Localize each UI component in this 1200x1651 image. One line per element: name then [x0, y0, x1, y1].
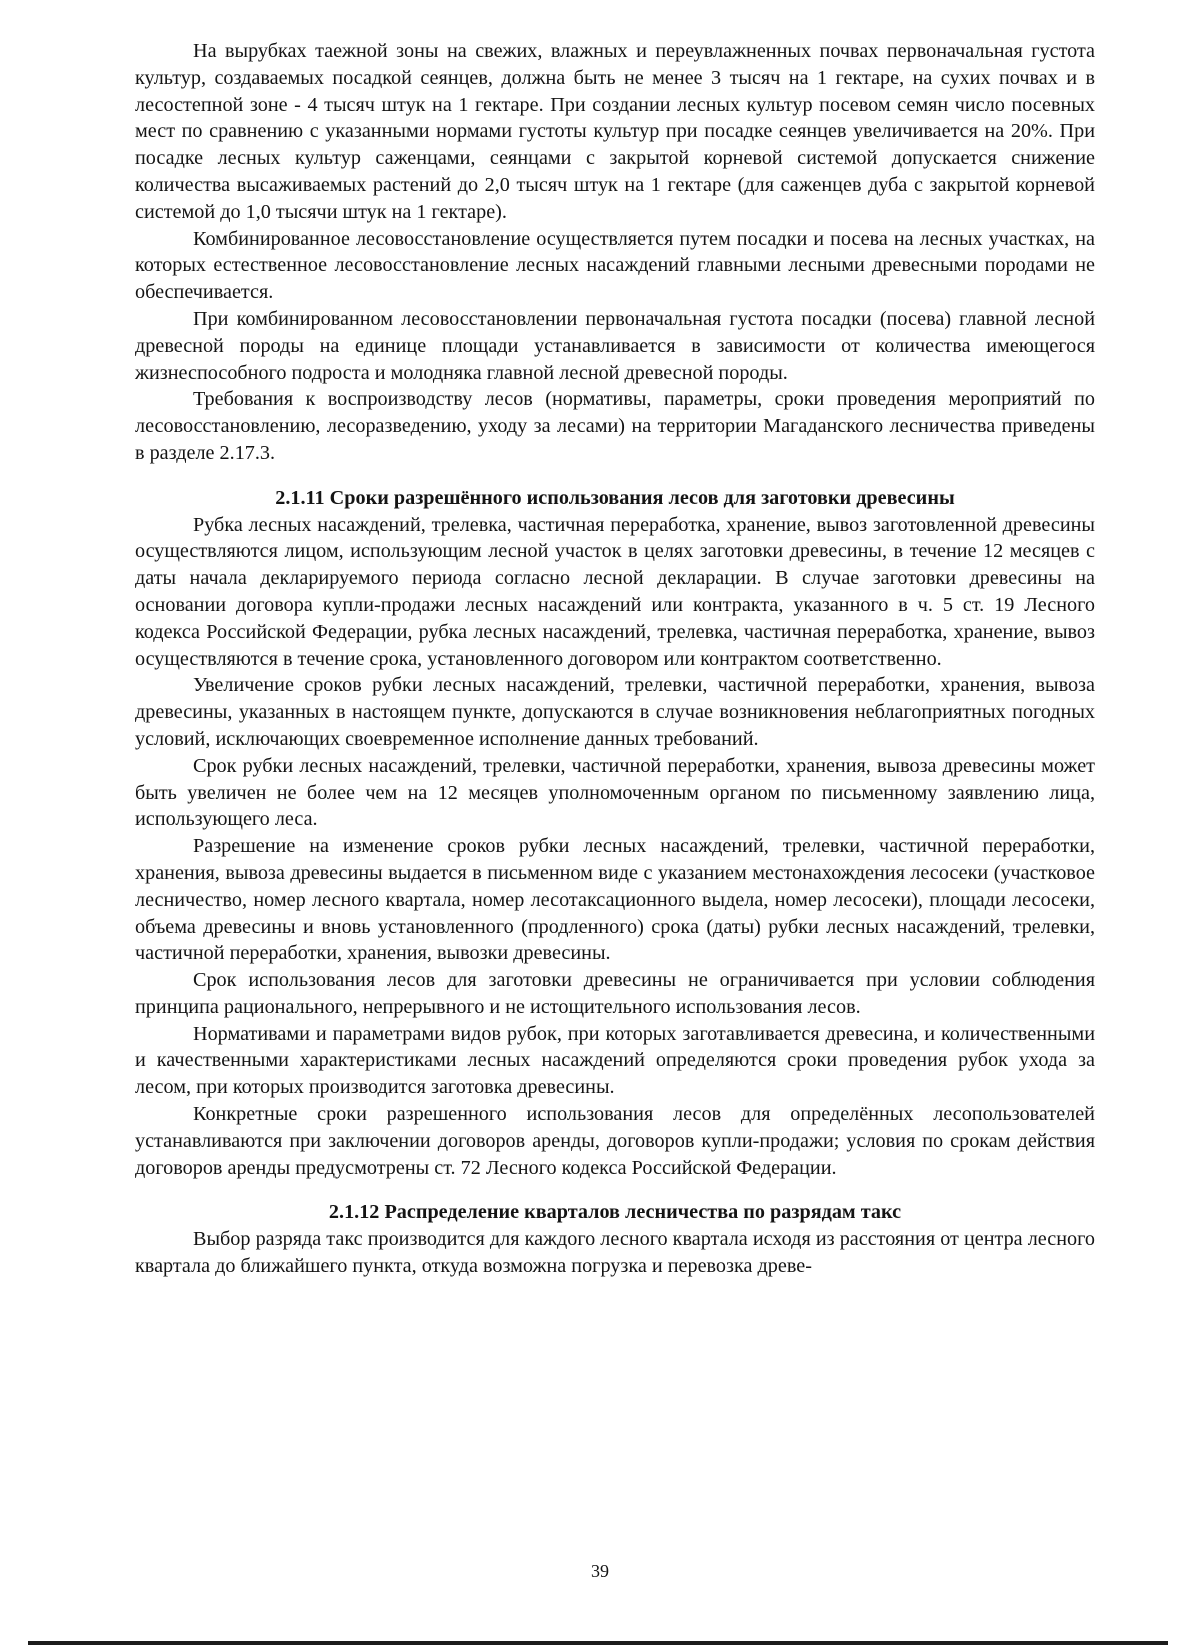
- section-heading-2-1-11: 2.1.11 Сроки разрешённого использования лесов для заготовки древесины: [275, 486, 955, 509]
- paragraph-unlimited-term: Срок использования лесов для заготовки древесины не ограничивается при условии соблюдения принципа рационального, непрерывного и не истощительного использования лесов.: [135, 969, 1095, 1018]
- document-page: [135, 38, 1095, 1488]
- paragraph-thinning-terms: Нормативами и параметрами видов рубок, при которых заготавливается древесина, и количественными и качественными характеристиками лесных насаждений определяются сроки проведения рубок ухода за лесом, при которых производится заготовка древесины.: [135, 1022, 1095, 1099]
- bottom-rule-divider: [28, 1641, 1168, 1645]
- paragraph-combined-density: При комбинированном лесовосстановлении первоначальная густота посадки (посева) главной лесной древесной породы на единице площади устанавливается в зависимости от количества имеющегося жизнеспособного подроста и молодняка главной лесной древесной породы.: [135, 307, 1095, 384]
- paragraph-extension-permit: Разрешение на изменение сроков рубки лесных насаждений, трелевки, частичной переработки, хранения, вывоза древесины выдается в письменном виде с указанием местонахождения лесосеки (участковое лесничество, номер лесного квартала, номер лесотаксационного выдела, номер лесосеки), площади лесосеки, объема древесины и вновь установленного (продленного) срока (даты) рубки лесных насаждений, трелевки, частичной переработки, хранения, вывозки древесины.: [135, 835, 1095, 965]
- page-number: 39: [591, 1561, 609, 1581]
- paragraph-combined-reforestation: Комбинированное лесовосстановление осуществляется путем посадки и посева на лесных участках, на которых естественное лесовосстановление лесных насаждений главными лесными древесными породами не обеспечивается.: [135, 227, 1095, 304]
- paragraph-reproduction-requirements: Требования к воспроизводству лесов (нормативы, параметры, сроки проведения мероприятий по лесовосстановлению, лесоразведению, уходу за лесами) на территории Магаданского лесничества приведены в разделе 2.17.3.: [135, 388, 1095, 464]
- section-heading-2-1-12: 2.1.12 Распределение кварталов лесничества по разрядам такс: [328, 1201, 902, 1224]
- paragraph-planting-density: На вырубках таежной зоны на свежих, влажных и переувлажненных почвах первоначальная густота культур, создаваемых посадкой сеянцев, должна быть не менее 3 тысяч на 1 гектаре, на сухих почвах и в лесостепной зоне - 4 тысяч штук на 1 гектаре. При создании лесных культур посевом семян число посевных мест по сравнению с указанными нормами густоты культур при посадке сеянцев увеличивается на 20%. При посадке лесных культур саженцами, сеянцами с закрытой корневой системой допускается снижение количества высаживаемых растений до 2,0 тысяч штук на 1 гектаре (для саженцев дуба с закрытой корневой системой до 1,0 тысячи штук на 1 гектаре).: [135, 40, 1095, 223]
- paragraph-extension-limit: Срок рубки лесных насаждений, трелевки, частичной переработки, хранения, вывоза древесины может быть увеличен не более чем на 12 месяцев уполномоченным органом по письменному заявлению лица, использующего леса.: [135, 754, 1095, 831]
- paragraph-specific-terms: Конкретные сроки разрешенного использования лесов для определённых лесопользователей устанавливаются при заключении договоров аренды, договоров купли-продажи; условия по срокам действия договоров аренды предусмотрены ст. 72 Лесного кодекса Российской Федерации.: [135, 1103, 1095, 1179]
- paragraph-logging-terms: Рубка лесных насаждений, трелевка, частичная переработка, хранение, вывоз заготовленной древесины осуществляются лицом, использующим лесной участок в целях заготовки древесины, в течение 12 месяцев с даты начала декларируемого периода согласно лесной декларации. В случае заготовки древесины на основании договора купли-продажи лесных насаждений или контракта, указанного в ч. 5 ст. 19 Лесного кодекса Российской Федерации, рубка лесных насаждений, трелевка, частичная переработка, хранение, вывоз осуществляются в течение срока, установленного договором или контрактом соответственно.: [135, 513, 1095, 670]
- paragraph-term-extension: Увеличение сроков рубки лесных насаждений, трелевки, частичной переработки, хранения, вывоза древесины, указанных в настоящем пункте, допускаются в случае возникновения неблагоприятных погодных условий, исключающих своевременное исполнение данных требований.: [135, 674, 1095, 750]
- paragraph-tax-rank: Выбор разряда такс производится для каждого лесного квартала исходя из расстояния от центра лесного квартала до ближайшего пункта, откуда возможна погрузка и перевозка древе-: [135, 1228, 1095, 1278]
